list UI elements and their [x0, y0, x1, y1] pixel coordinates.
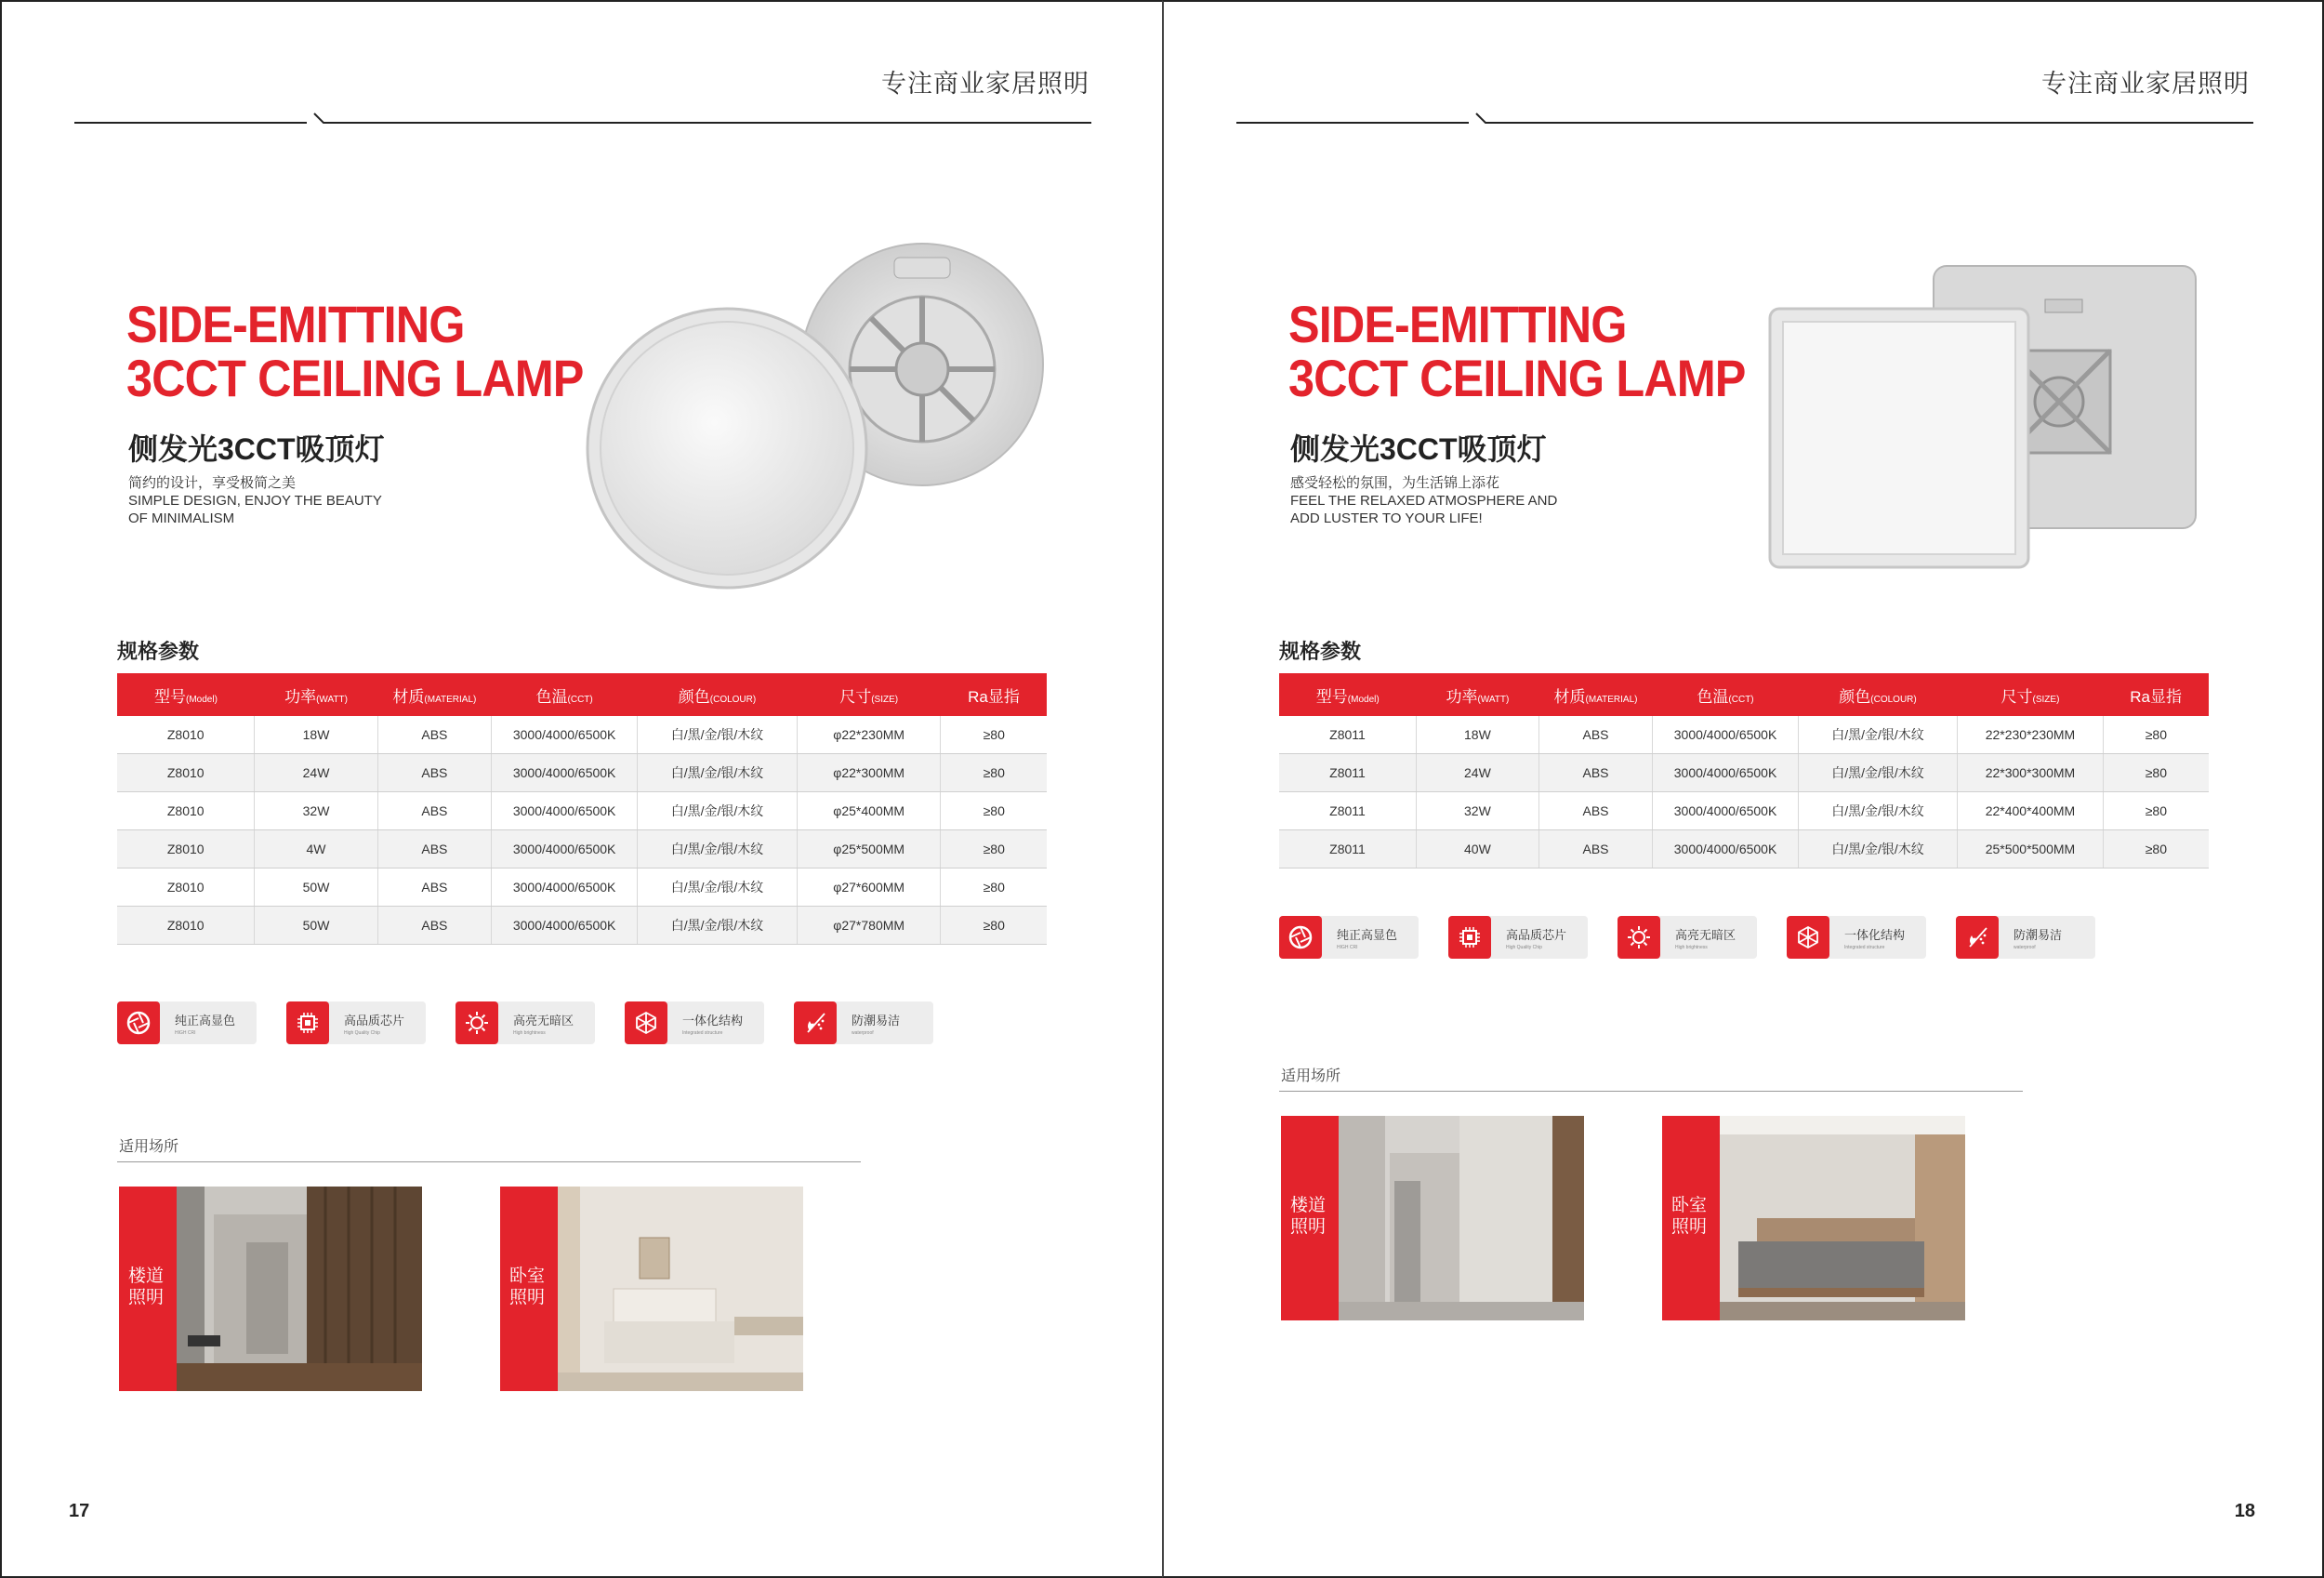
- hero-title-line1: SIDE-EMITTING: [126, 295, 465, 353]
- col-cct: 色温(CCT): [1653, 673, 1799, 716]
- scene-corridor: [119, 1187, 422, 1391]
- col-watt: 功率(WATT): [255, 673, 377, 716]
- scene-bedroom: [500, 1187, 803, 1391]
- hero-description: [128, 474, 382, 527]
- col-ra: Ra显指: [2103, 673, 2209, 716]
- feature-item: 高亮无暗区 High brightness: [456, 1001, 595, 1044]
- scene-band: [1662, 1116, 1720, 1320]
- table-row: Z8010 50W ABS 3000/4000/6500K 白/黑/金/银/木纹 φ27*780MM ≥80: [117, 907, 1047, 945]
- feature-item: 防潮易洁 waterproof: [1956, 916, 2095, 959]
- scene-label: 卧室照明: [1671, 1196, 1708, 1237]
- hero-title: [1288, 295, 1746, 407]
- desc-en-1: FEEL THE RELAXED ATMOSPHERE AND: [1290, 493, 1558, 509]
- feature-item: 纯正高显色 HIGH CRI: [117, 1001, 257, 1044]
- col-colour: 颜色(COLOUR): [1798, 673, 1957, 716]
- scene-band: [500, 1187, 558, 1391]
- application-rule: [1279, 1091, 2023, 1092]
- scene-label: 楼道照明: [1290, 1196, 1327, 1237]
- chip-icon: [286, 1001, 329, 1044]
- feature-list: [1279, 916, 2095, 959]
- spec-table: [1279, 673, 2209, 869]
- application-label: 适用场所: [119, 1139, 179, 1155]
- table-row: Z8010 24W ABS 3000/4000/6500K 白/黑/金/银/木纹 φ22*300MM ≥80: [117, 754, 1047, 792]
- col-size: 尺寸(SIZE): [797, 673, 941, 716]
- corridor-photo: [1339, 1116, 1584, 1320]
- scene-band: [1281, 1116, 1339, 1320]
- spec-label: 规格参数: [1279, 640, 1362, 663]
- hero-title: [126, 295, 584, 407]
- col-ra: Ra显指: [941, 673, 1047, 716]
- feature-item: 高品质芯片 High Quality Chip: [286, 1001, 426, 1044]
- hero-title-line2: 3CCT CEILING LAMP: [1288, 349, 1746, 407]
- col-material: 材质(MATERIAL): [377, 673, 492, 716]
- header-title: 专注商业家居照明: [881, 70, 1089, 98]
- scene-band: [119, 1187, 177, 1391]
- spray-icon: [794, 1001, 837, 1044]
- spec-table: [117, 673, 1047, 945]
- col-size: 尺寸(SIZE): [1958, 673, 2104, 716]
- table-row: Z8011 40W ABS 3000/4000/6500K 白/黑/金/银/木纹 25*500*500MM ≥80: [1279, 830, 2209, 869]
- scene-corridor: [1281, 1116, 1584, 1320]
- desc-en-1: SIMPLE DESIGN, ENJOY THE BEAUTY: [128, 493, 382, 509]
- spec-header-row: [1279, 673, 2209, 716]
- spray-icon: [1956, 916, 1999, 959]
- feature-item: 防潮易洁 waterproof: [794, 1001, 933, 1044]
- hero-title-line2: 3CCT CEILING LAMP: [126, 349, 584, 407]
- feature-list: [117, 1001, 933, 1044]
- table-row: Z8010 50W ABS 3000/4000/6500K 白/黑/金/银/木纹 φ27*600MM ≥80: [117, 869, 1047, 907]
- cube-icon: [1787, 916, 1829, 959]
- col-model: 型号(Model): [1279, 673, 1417, 716]
- sun-icon: [1618, 916, 1660, 959]
- cube-icon: [625, 1001, 667, 1044]
- table-row: Z8011 18W ABS 3000/4000/6500K 白/黑/金/银/木纹 22*230*230MM ≥80: [1279, 716, 2209, 754]
- page-number: 18: [2234, 1501, 2255, 1521]
- desc-en-2: ADD LUSTER TO YOUR LIFE!: [1290, 511, 1483, 526]
- spec-label: 规格参数: [117, 640, 200, 663]
- col-cct: 色温(CCT): [492, 673, 638, 716]
- aperture-icon: [1279, 916, 1322, 959]
- corridor-photo: [177, 1187, 422, 1391]
- page-18: [1162, 0, 2324, 1578]
- bedroom-photo: [1720, 1116, 1965, 1320]
- feature-item: 高亮无暗区 High brightness: [1618, 916, 1757, 959]
- table-row: Z8011 32W ABS 3000/4000/6500K 白/黑/金/银/木纹 22*400*400MM ≥80: [1279, 792, 2209, 830]
- hero-subtitle: 侧发光3CCT吸顶灯: [1290, 432, 1547, 466]
- feature-item: 高品质芯片 High Quality Chip: [1448, 916, 1588, 959]
- application-rule: [117, 1161, 861, 1162]
- table-row: Z8010 32W ABS 3000/4000/6500K 白/黑/金/银/木纹 φ25*400MM ≥80: [117, 792, 1047, 830]
- spec-header-row: [117, 673, 1047, 716]
- feature-item: 一体化结构 Integrated structure: [1787, 916, 1926, 959]
- table-row: Z8010 4W ABS 3000/4000/6500K 白/黑/金/银/木纹 φ25*500MM ≥80: [117, 830, 1047, 869]
- col-watt: 功率(WATT): [1417, 673, 1539, 716]
- bedroom-photo: [558, 1187, 803, 1391]
- header-rule: [74, 112, 1091, 125]
- scene-label: 楼道照明: [128, 1266, 165, 1307]
- round-lamp-image: [578, 239, 1052, 592]
- table-row: Z8011 24W ABS 3000/4000/6500K 白/黑/金/银/木纹 22*300*300MM ≥80: [1279, 754, 2209, 792]
- scene-label: 卧室照明: [509, 1266, 546, 1307]
- col-colour: 颜色(COLOUR): [638, 673, 798, 716]
- page-number: 17: [69, 1501, 90, 1521]
- spec-body: [1279, 716, 2209, 869]
- desc-en-2: OF MINIMALISM: [128, 511, 235, 526]
- table-row: Z8010 18W ABS 3000/4000/6500K 白/黑/金/银/木纹 φ22*230MM ≥80: [117, 716, 1047, 754]
- hero-subtitle: 侧发光3CCT吸顶灯: [128, 432, 385, 466]
- chip-icon: [1448, 916, 1491, 959]
- spec-body: [117, 716, 1047, 945]
- scene-bedroom: [1662, 1116, 1965, 1320]
- square-lamp-image: [1766, 262, 2203, 578]
- feature-item: 一体化结构 Integrated structure: [625, 1001, 764, 1044]
- feature-item: 纯正高显色 HIGH CRI: [1279, 916, 1419, 959]
- desc-zh: 感受轻松的氛围，为生活锦上添花: [1290, 475, 1500, 491]
- col-material: 材质(MATERIAL): [1538, 673, 1652, 716]
- header-rule: [1236, 112, 2253, 125]
- hero-title-line1: SIDE-EMITTING: [1288, 295, 1627, 353]
- application-label: 适用场所: [1281, 1068, 1341, 1084]
- aperture-icon: [117, 1001, 160, 1044]
- header-title: 专注商业家居照明: [2041, 70, 2250, 98]
- desc-zh: 简约的设计，享受极简之美: [128, 475, 297, 491]
- sun-icon: [456, 1001, 498, 1044]
- hero-description: [1290, 474, 1557, 527]
- col-model: 型号(Model): [117, 673, 255, 716]
